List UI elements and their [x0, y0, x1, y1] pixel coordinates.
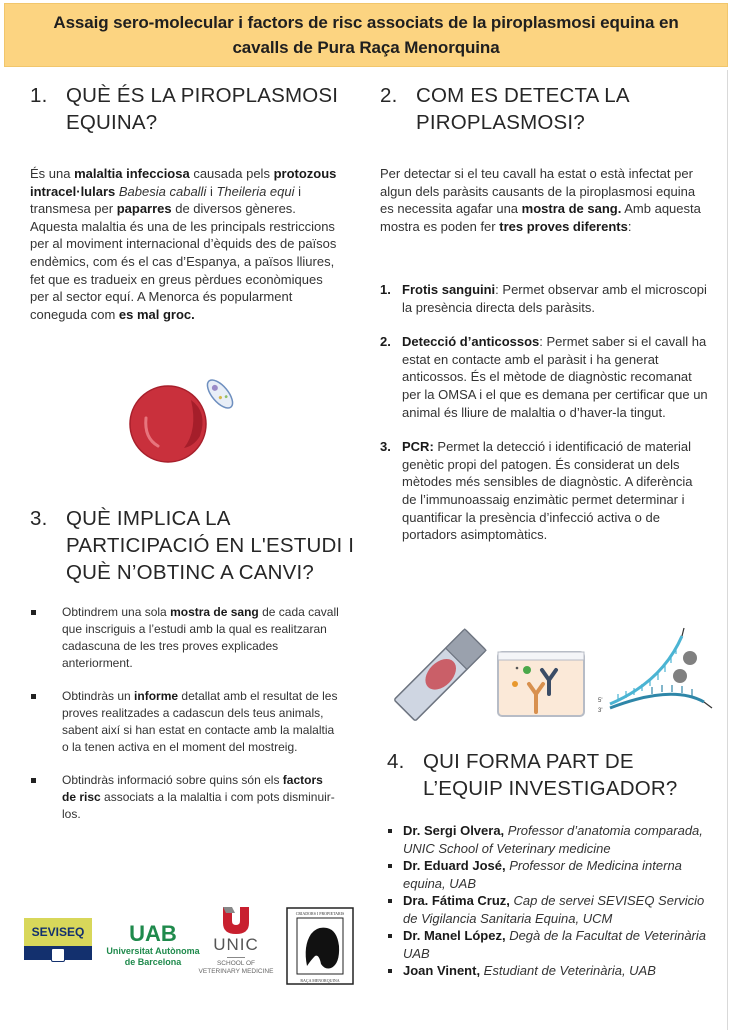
test-description: Permet la detecció i identificació de material genètic propi del patogen. És considerat un dels mètodes més sensibles de diagnòstic. A diferència de l’immunoassaig enzimàtic permet determinar i quantificar la presència d’infecció activa o de portadors asimptomàtics.	[402, 439, 693, 543]
raca-menorquina-association-logo	[285, 906, 355, 986]
unic-logo	[192, 903, 280, 976]
test-number: 2.	[380, 334, 391, 350]
diagnostic-tests-list	[380, 281, 710, 561]
bullet-icon	[386, 822, 403, 857]
test-number: 3.	[380, 439, 391, 455]
section-3-heading	[30, 505, 360, 586]
test-name: PCR:	[402, 439, 434, 455]
bullet-icon	[386, 927, 403, 962]
italic-text-run: Babesia caballi	[118, 183, 207, 199]
unic-logo-line-1: SCHOOL OF	[216, 960, 256, 967]
test-description: : Permet observar amb el microscopi la presència directa dels paràsits.	[402, 282, 707, 315]
uab-logo-title: UAB	[129, 921, 177, 946]
text-run: Amb aquesta mostra es poden fer	[380, 201, 701, 234]
bold-text-run: factors de risc	[62, 773, 323, 804]
diagnostic-test-item	[380, 281, 710, 316]
association-logo-bottom-text: RAÇA MENORQUINA	[300, 978, 340, 983]
bold-text-run: mostra de sang	[170, 605, 259, 619]
dna-label-3: 3'	[598, 708, 603, 714]
team-member-text	[403, 927, 706, 962]
team-member-item	[386, 857, 706, 892]
bold-text-run: es mal groc.	[118, 306, 195, 322]
arrow-down-icon	[704, 702, 712, 708]
text-run: Obtindrem una sola	[62, 605, 171, 619]
section-4-title: QUI FORMA PART DE L’EQUIP INVESTIGADOR?	[423, 750, 678, 800]
team-member-text	[403, 962, 656, 980]
text-run: detallat amb el resultat de les proves realitzades a cadascun dels teus animals, sabent així si han estat en contacte amb la malaltia o la tenen activa en el moment del mostreig.	[62, 689, 338, 754]
dna-label-5: 5'	[598, 698, 603, 704]
seviseq-logo	[24, 918, 92, 980]
test-description: : Permet saber si el cavall ha estat en contacte amb el paràsit i ha generat anticossos. És el mètode de diagnòstic recomanat per la OMSA i el que es demana per certificar que un animal és lliure de malaltia o d’haver-la tingut.	[402, 334, 708, 420]
section-2-title: COM ES DETECTA LA PIROPLASMOSI?	[416, 84, 629, 134]
uab-logo-line-2: de Barcelona	[124, 957, 182, 967]
bullet-icon	[28, 688, 62, 756]
unic-logo-title: UNIC	[213, 935, 259, 954]
association-logo-top-text: CRIADORS I PROPIETARIS	[295, 911, 345, 916]
section-2-intro	[380, 165, 710, 235]
bullet-icon	[28, 772, 62, 823]
italic-text-run: Theileria equi	[216, 183, 295, 199]
benefit-item	[28, 604, 340, 672]
bold-text-run: protozous intracel·lulars	[30, 166, 337, 199]
team-member-item	[386, 962, 706, 980]
red-blood-cell-illustration	[126, 372, 241, 467]
test-text	[402, 281, 710, 316]
team-member-name: Dr. Sergi Olvera,	[403, 823, 505, 838]
section-3-title: QUÈ IMPLICA LA PARTICIPACIÓ EN L'ESTUDI I QUÈ N’OBTINC A CANVI?	[66, 507, 355, 584]
section-2-heading	[380, 82, 710, 136]
antibody-assay-illustration	[496, 650, 586, 720]
bold-text-run: malaltia infecciosa	[74, 166, 190, 181]
benefit-item	[28, 688, 340, 756]
test-name: Frotis sanguini	[402, 282, 496, 297]
section-4-heading	[387, 748, 717, 802]
team-member-name: Joan Vinent,	[403, 963, 481, 978]
bold-text-run: informe	[134, 689, 179, 703]
pcr-dna-illustration	[592, 622, 722, 722]
team-member-text	[403, 857, 706, 892]
section-3-number: 3.	[30, 507, 48, 530]
text-run: de cada cavall que inscriguis a l’estudi amb la qual es realitzaran cadascuna de les tres proves explicades anteriorment.	[62, 605, 339, 670]
participation-benefits-list	[28, 604, 340, 839]
test-name: Detecció d’anticossos	[402, 334, 540, 350]
test-text	[402, 438, 710, 544]
team-member-role: Degà de la Facultat de Veterinària UAB	[403, 928, 706, 961]
text-run: És una	[30, 166, 75, 181]
bullet-icon	[28, 604, 62, 672]
benefit-item	[28, 772, 340, 823]
team-member-item	[386, 822, 706, 857]
unic-logo-line-2: VETERINARY MEDICINE	[198, 968, 274, 975]
section-1-number: 1.	[30, 84, 48, 107]
unic-shield-icon	[221, 903, 251, 935]
text-run: de diversos gèneres. Aquesta malaltia és una de les principals restriccions per al moviment internacional d’èquids des de països endèmics, com és el cas d’Espanya, a països lliures, fet que es tradueix en greus pèrdues econòmiques per al sector equí. A Menorca és popularment coneguda com	[30, 201, 337, 322]
text-run: Obtindràs un	[62, 689, 135, 703]
text-run: i	[206, 183, 217, 199]
seviseq-logo-label: SEVISEQ	[24, 918, 92, 946]
poster-title-line-1: Assaig sero-molecular i factors de risc associats de la piroplasmosi equina en	[53, 13, 679, 32]
bold-text-run: tres proves diferents	[499, 218, 628, 234]
research-team-list	[386, 822, 706, 980]
team-member-role: Estudiant de Veterinària, UAB	[480, 963, 656, 978]
section-1-title: QUÈ ÉS LA PIROPLASMOSI EQUINA?	[66, 84, 339, 134]
team-member-item	[386, 927, 706, 962]
team-member-name: Dr. Eduard José,	[403, 858, 506, 873]
bullet-icon	[386, 857, 403, 892]
frame-border	[727, 70, 728, 1030]
benefit-text	[62, 604, 340, 672]
test-number: 1.	[380, 282, 391, 297]
team-member-role: Professor d’anatomia comparada, UNIC School of Veterinary medicine	[403, 823, 703, 856]
poster-header	[4, 3, 728, 67]
diagnostic-test-item	[380, 333, 710, 421]
benefit-text	[62, 772, 340, 823]
text-run: Per detectar si el teu cavall ha estat o està infectat per algun dels paràsits causants de la piroplasmosi equina es necessita agafar una	[380, 166, 696, 217]
test-text	[402, 333, 710, 421]
section-2-number: 2.	[380, 84, 398, 107]
text-run: causada pels	[189, 166, 274, 181]
primer-circle-icon	[673, 669, 687, 683]
primer-circle-icon	[683, 651, 697, 665]
team-member-name: Dra. Fátima Cruz,	[403, 893, 510, 908]
team-member-role: Cap de servei SEVISEQ Servicio de Vigilancia Sanitaria Equina, UCM	[403, 893, 705, 926]
team-member-text	[403, 892, 706, 927]
section-1-paragraph	[30, 165, 342, 323]
bold-text-run: paparres	[116, 201, 172, 217]
team-member-role: Professor de Medicina interna equina, UAB	[403, 858, 682, 891]
diagnostic-test-item	[380, 438, 710, 544]
bullet-icon	[386, 892, 403, 927]
team-member-item	[386, 892, 706, 927]
text-run: associats a la malaltia i com pots disminuir-los.	[62, 790, 335, 821]
bullet-icon	[386, 962, 403, 980]
benefit-text	[62, 688, 340, 756]
team-member-text	[403, 822, 706, 857]
parasite-icon	[203, 376, 237, 412]
arrow-up-icon	[682, 628, 684, 636]
text-run: :	[627, 218, 632, 234]
bold-text-run: mostra de sang.	[521, 201, 622, 217]
blood-smear-slide-illustration	[385, 620, 495, 730]
uab-logo-line-1: Universitat Autònoma	[106, 946, 200, 956]
section-4-number: 4.	[387, 750, 405, 773]
poster-title	[53, 10, 678, 60]
team-member-name: Dr. Manel López,	[403, 928, 506, 943]
text-run: i transmesa per	[30, 183, 302, 217]
section-1-heading	[30, 82, 350, 136]
poster-title-line-2: cavalls de Pura Raça Menorquina	[232, 38, 500, 57]
text-run: Obtindràs informació sobre quins són els	[62, 773, 283, 787]
